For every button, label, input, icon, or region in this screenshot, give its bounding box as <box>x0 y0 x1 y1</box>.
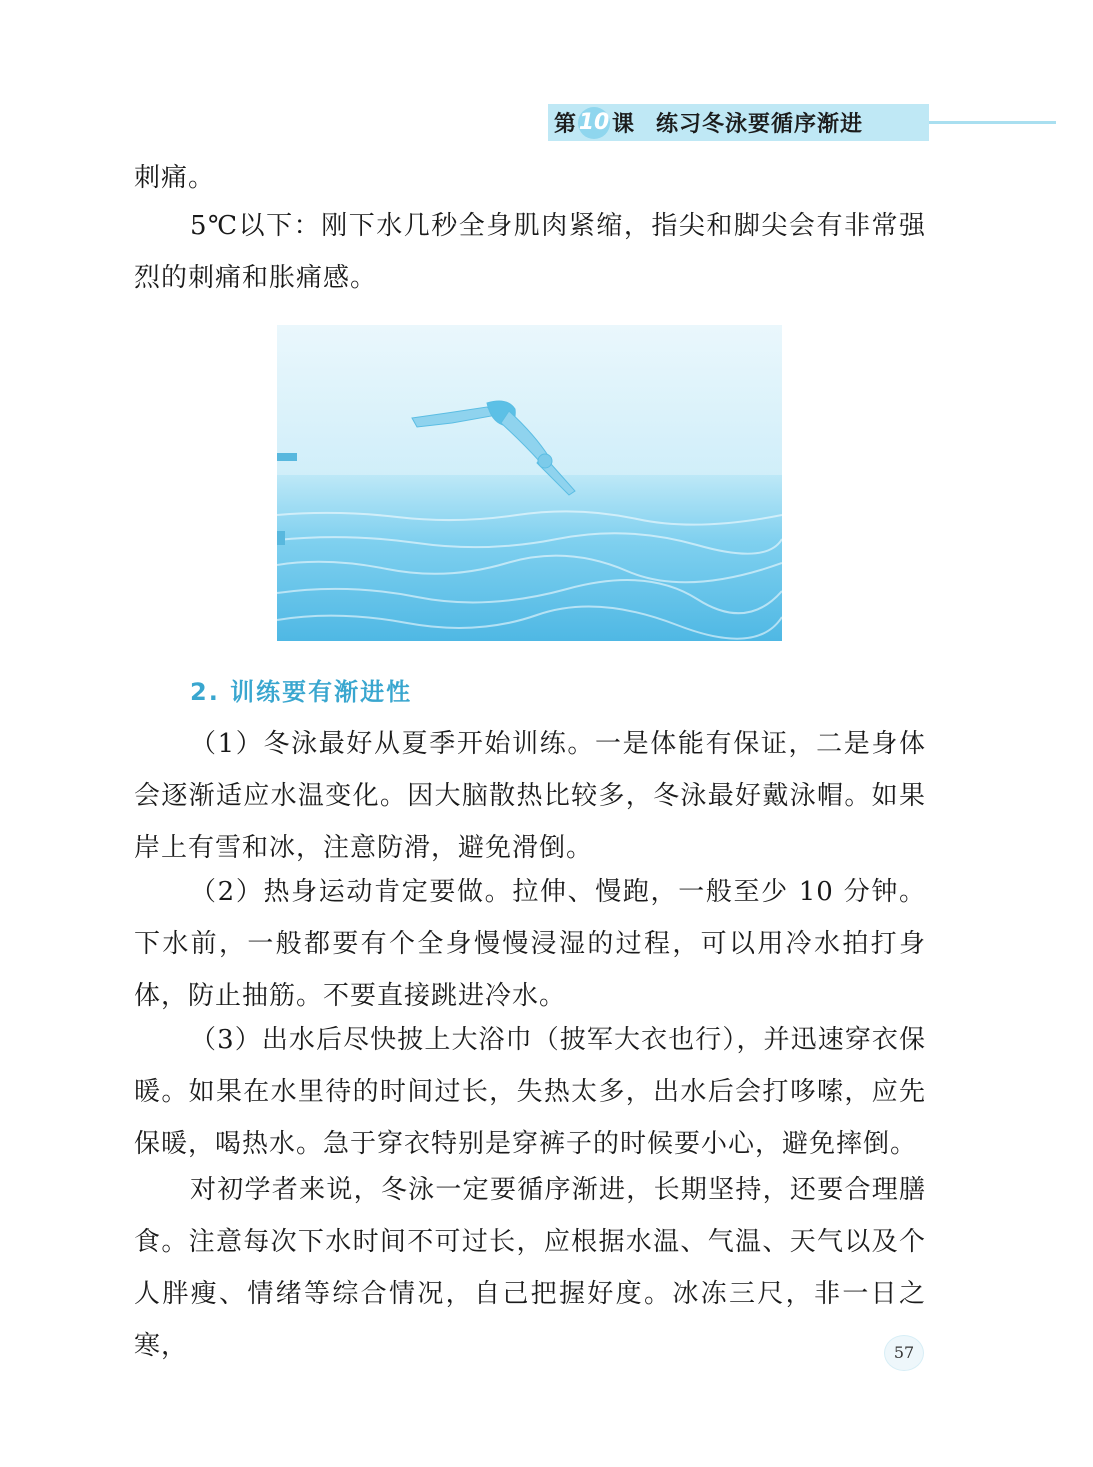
page-number: 57 <box>884 1335 924 1371</box>
lesson-title: 练习冬泳要循序渐进 <box>656 112 864 137</box>
diving-photo <box>277 325 782 641</box>
lesson-suffix: 课 <box>612 112 635 137</box>
paragraph-continued: 刺痛。 <box>134 163 216 193</box>
lesson-number-badge: 10 <box>578 107 610 139</box>
lesson-prefix: 第 <box>554 112 577 137</box>
paragraph-item-3: （3）出水后尽快披上大浴巾（披军大衣也行），并迅速穿衣保暖。如果在水里待的时间过长，失热太多，出水后会打哆嗦，应先保暖，喝热水。急于穿衣特别是穿裤子的时候要小心，避免摔倒。 <box>134 1025 926 1159</box>
paragraph-temperature: 5℃以下：刚下水几秒全身肌肉紧缩，指尖和脚尖会有非常强烈的刺痛和胀痛感。 <box>134 211 926 293</box>
lesson-header <box>548 104 929 141</box>
header-rule <box>928 121 1056 124</box>
paragraph-item-2: （2）热身运动肯定要做。拉伸、慢跑，一般至少 10 分钟。下水前，一般都要有个全身慢慢浸湿的过程，可以用冷水拍打身体，防止抽筋。不要直接跳进冷水。 <box>134 877 926 1011</box>
paragraph-conclusion: 对初学者来说，冬泳一定要循序渐进，长期坚持，还要合理膳食。注意每次下水时间不可过长，应根据水温、气温、天气以及个人胖瘦、情绪等综合情况，自己把握好度。冰冻三尺，非一日之寒， <box>134 1175 926 1361</box>
section-heading: 2. 训练要有渐进性 <box>190 678 413 706</box>
paragraph-item-1: （1）冬泳最好从夏季开始训练。一是体能有保证，二是身体会逐渐适应水温变化。因大脑散热比较多，冬泳最好戴泳帽。如果岸上有雪和冰，注意防滑，避免滑倒。 <box>134 729 926 863</box>
